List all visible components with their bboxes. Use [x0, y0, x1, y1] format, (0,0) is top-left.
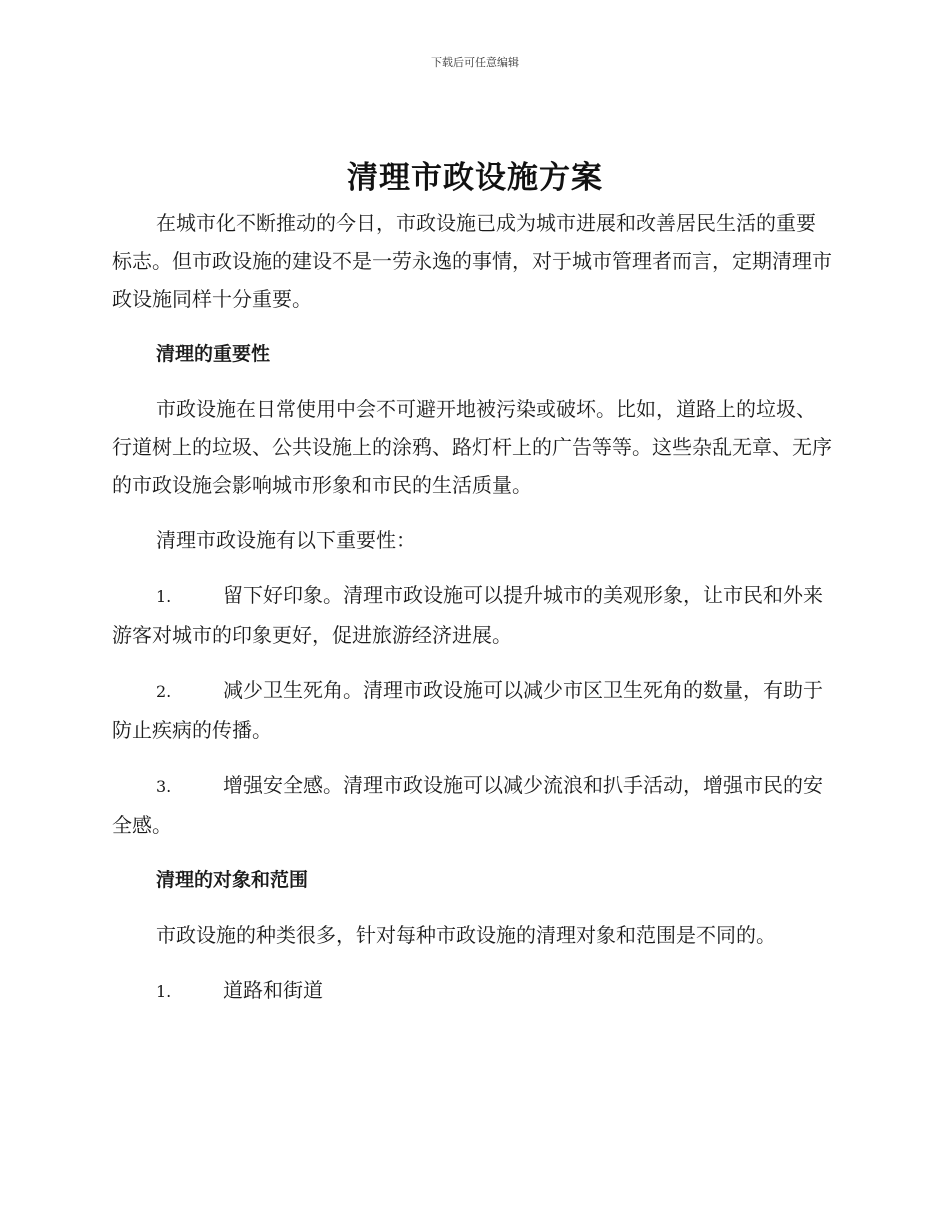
list-item — [112, 971, 832, 1011]
list-item-number: 1. — [156, 587, 172, 606]
importance-paragraph: 市政设施在日常使用中会不可避开地被污染或破坏。比如，道路上的垃圾、行道树上的垃圾、公共设施上的涂鸦、路灯杆上的广告等等。这些杂乱无章、无序的市政设施会影响城市形象和市民的生活质量。 — [112, 397, 832, 497]
list-item-text: 减少卫生死角。清理市政设施可以减少市区卫生死角的数量，有助于防止疾病的传播。 — [112, 678, 823, 742]
section-heading-scope: 清理的对象和范围 — [156, 869, 309, 891]
list-item-text: 增强安全感。清理市政设施可以减少流浪和扒手活动，增强市民的安全感。 — [112, 773, 823, 837]
list-item-number: 2. — [156, 682, 172, 701]
section-heading-importance: 清理的重要性 — [156, 343, 271, 365]
intro-paragraph: 在城市化不断推动的今日，市政设施已成为城市进展和改善居民生活的重要标志。但市政设施的建设不是一劳永逸的事情，对于城市管理者而言，定期清理市政设施同样十分重要。 — [112, 211, 832, 311]
document-body — [112, 204, 832, 1011]
page-header: 下载后可任意编辑 — [431, 56, 519, 69]
list-item — [112, 576, 832, 654]
scope-paragraph: 市政设施的种类很多，针对每种市政设施的清理对象和范围是不同的。 — [156, 923, 776, 947]
list-item — [112, 766, 832, 844]
list-item-number: 3. — [156, 777, 172, 796]
list-item — [112, 671, 832, 749]
importance-list-intro: 清理市政设施有以下重要性： — [156, 528, 416, 552]
list-item-text: 道路和街道 — [223, 978, 323, 1002]
list-item-number: 1. — [156, 982, 172, 1001]
document-title: 清理市政设施方案 — [347, 160, 603, 196]
list-item-text: 留下好印象。清理市政设施可以提升城市的美观形象，让市民和外来游客对城市的印象更好，促进旅游经济进展。 — [112, 583, 823, 647]
